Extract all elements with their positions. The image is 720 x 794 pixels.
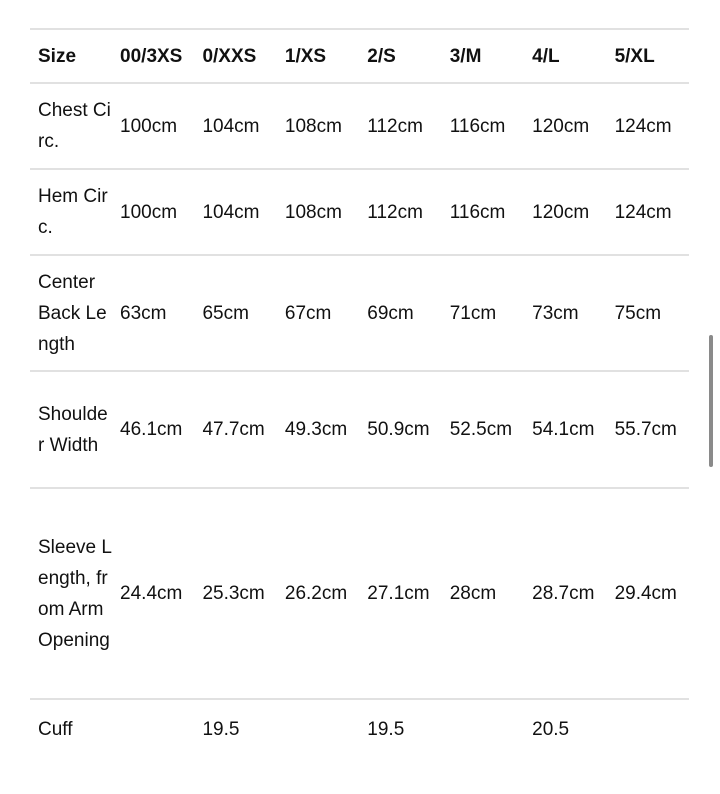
table-cell: 120cm <box>524 83 606 169</box>
size-chart <box>30 28 689 794</box>
table-cell: 26.2cm <box>277 488 359 699</box>
table-cell: 65cm <box>194 255 276 371</box>
table-cell: 104cm <box>194 169 276 255</box>
header-size-2-s: 2/S <box>359 29 441 83</box>
table-cell: 124cm <box>607 169 689 255</box>
table-cell: 124cm <box>607 83 689 169</box>
table-cell: 27.1cm <box>359 488 441 699</box>
header-size-1-xs: 1/XS <box>277 29 359 83</box>
table-row <box>30 699 689 794</box>
table-cell: 47.7cm <box>194 371 276 488</box>
row-label: Cuff <box>30 699 112 794</box>
table-cell: 116cm <box>442 83 524 169</box>
table-cell: 24.4cm <box>112 488 194 699</box>
table-cell: 100cm <box>112 169 194 255</box>
table-cell: 54.1cm <box>524 371 606 488</box>
table-cell <box>607 699 689 794</box>
table-row <box>30 255 689 371</box>
table-cell: 52.5cm <box>442 371 524 488</box>
row-label: Chest Circ. <box>30 83 112 169</box>
table-cell: 116cm <box>442 169 524 255</box>
table-cell: 19.5 <box>359 699 441 794</box>
header-size-3-m: 3/M <box>442 29 524 83</box>
table-row <box>30 371 689 488</box>
header-size-5-xl: 5/XL <box>607 29 689 83</box>
table-cell: 29.4cm <box>607 488 689 699</box>
table-cell: 55.7cm <box>607 371 689 488</box>
table-cell: 112cm <box>359 169 441 255</box>
size-table <box>30 28 689 794</box>
table-row <box>30 169 689 255</box>
header-size-label: Size <box>30 29 112 83</box>
table-cell: 28.7cm <box>524 488 606 699</box>
table-cell: 63cm <box>112 255 194 371</box>
table-cell <box>442 699 524 794</box>
table-cell: 100cm <box>112 83 194 169</box>
table-cell: 71cm <box>442 255 524 371</box>
table-cell: 108cm <box>277 83 359 169</box>
table-cell: 73cm <box>524 255 606 371</box>
table-cell: 20.5 <box>524 699 606 794</box>
table-cell: 50.9cm <box>359 371 441 488</box>
table-cell: 19.5 <box>194 699 276 794</box>
table-cell: 112cm <box>359 83 441 169</box>
header-size-4-l: 4/L <box>524 29 606 83</box>
row-label: Sleeve Length, from Arm Opening <box>30 488 112 699</box>
scrollbar-thumb[interactable] <box>709 335 713 467</box>
table-row <box>30 83 689 169</box>
row-label: Center Back Length <box>30 255 112 371</box>
table-cell: 108cm <box>277 169 359 255</box>
row-label: Shoulder Width <box>30 371 112 488</box>
header-size-00-3xs: 00/3XS <box>112 29 194 83</box>
header-size-0-xxs: 0/XXS <box>194 29 276 83</box>
table-cell: 46.1cm <box>112 371 194 488</box>
table-cell <box>112 699 194 794</box>
table-cell: 75cm <box>607 255 689 371</box>
table-cell: 69cm <box>359 255 441 371</box>
row-label: Hem Circ. <box>30 169 112 255</box>
header-row <box>30 29 689 83</box>
table-cell: 49.3cm <box>277 371 359 488</box>
table-cell: 104cm <box>194 83 276 169</box>
table-cell <box>277 699 359 794</box>
table-row <box>30 488 689 699</box>
table-cell: 120cm <box>524 169 606 255</box>
table-cell: 25.3cm <box>194 488 276 699</box>
table-cell: 67cm <box>277 255 359 371</box>
table-cell: 28cm <box>442 488 524 699</box>
